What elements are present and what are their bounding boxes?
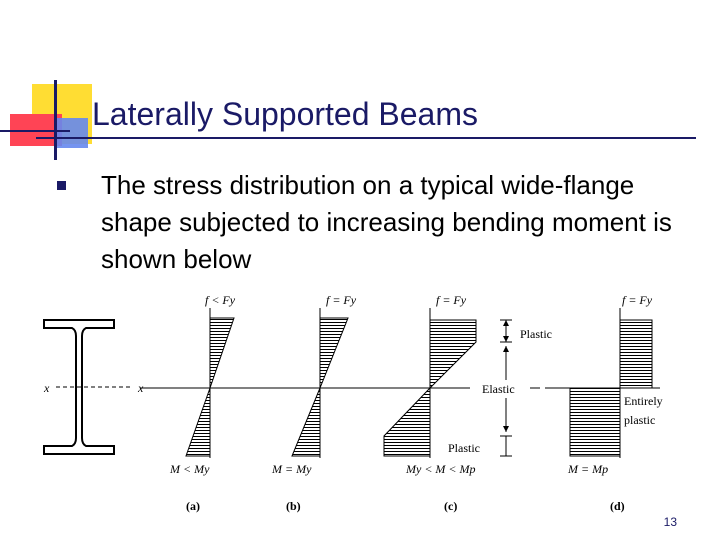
panel-d: [545, 293, 663, 513]
panel-d-top-label: f = Fy: [622, 293, 653, 307]
zone-plastic-top: Plastic: [520, 327, 552, 341]
panel-d-caption: (d): [610, 499, 625, 513]
zone-plastic-bottom: Plastic: [448, 441, 480, 455]
panel-c-bottom-label: My < M < Mp: [406, 462, 476, 476]
section-axis-left: x: [44, 381, 50, 395]
panel-b-bottom-label: M = My: [272, 462, 312, 476]
panel-b: [255, 293, 380, 513]
panel-a-bottom-label: M < My: [170, 462, 210, 476]
panel-d-bottom-label: M = Mp: [568, 462, 609, 476]
section-axis-right: x: [138, 381, 144, 395]
panel-c-top-label: f = Fy: [436, 293, 467, 307]
panel-b-caption: (b): [286, 499, 301, 513]
panel-c: [345, 293, 476, 513]
stress-distribution-figure: [0, 290, 720, 520]
panel-a-caption: (a): [186, 499, 200, 513]
panel-b-top-label: f = Fy: [326, 293, 357, 307]
bullet-marker: [57, 181, 66, 190]
title-divider: [36, 137, 696, 139]
bullet-text: The stress distribution on a typical wide-flange shape subjected to increasing bending moment is shown below: [101, 170, 672, 274]
wide-flange-section: [43, 320, 144, 454]
zone-elastic: Elastic: [482, 382, 515, 396]
slide-number: 13: [663, 515, 677, 529]
panel-a: [140, 293, 285, 513]
panel-a-top-label: f < Fy: [205, 293, 236, 307]
slide-title: Laterally Supported Beams: [92, 96, 478, 132]
panel-d-entirely: Entirely: [624, 394, 663, 408]
panel-d-plastic: plastic: [624, 413, 656, 427]
panel-c-caption: (c): [444, 499, 458, 513]
